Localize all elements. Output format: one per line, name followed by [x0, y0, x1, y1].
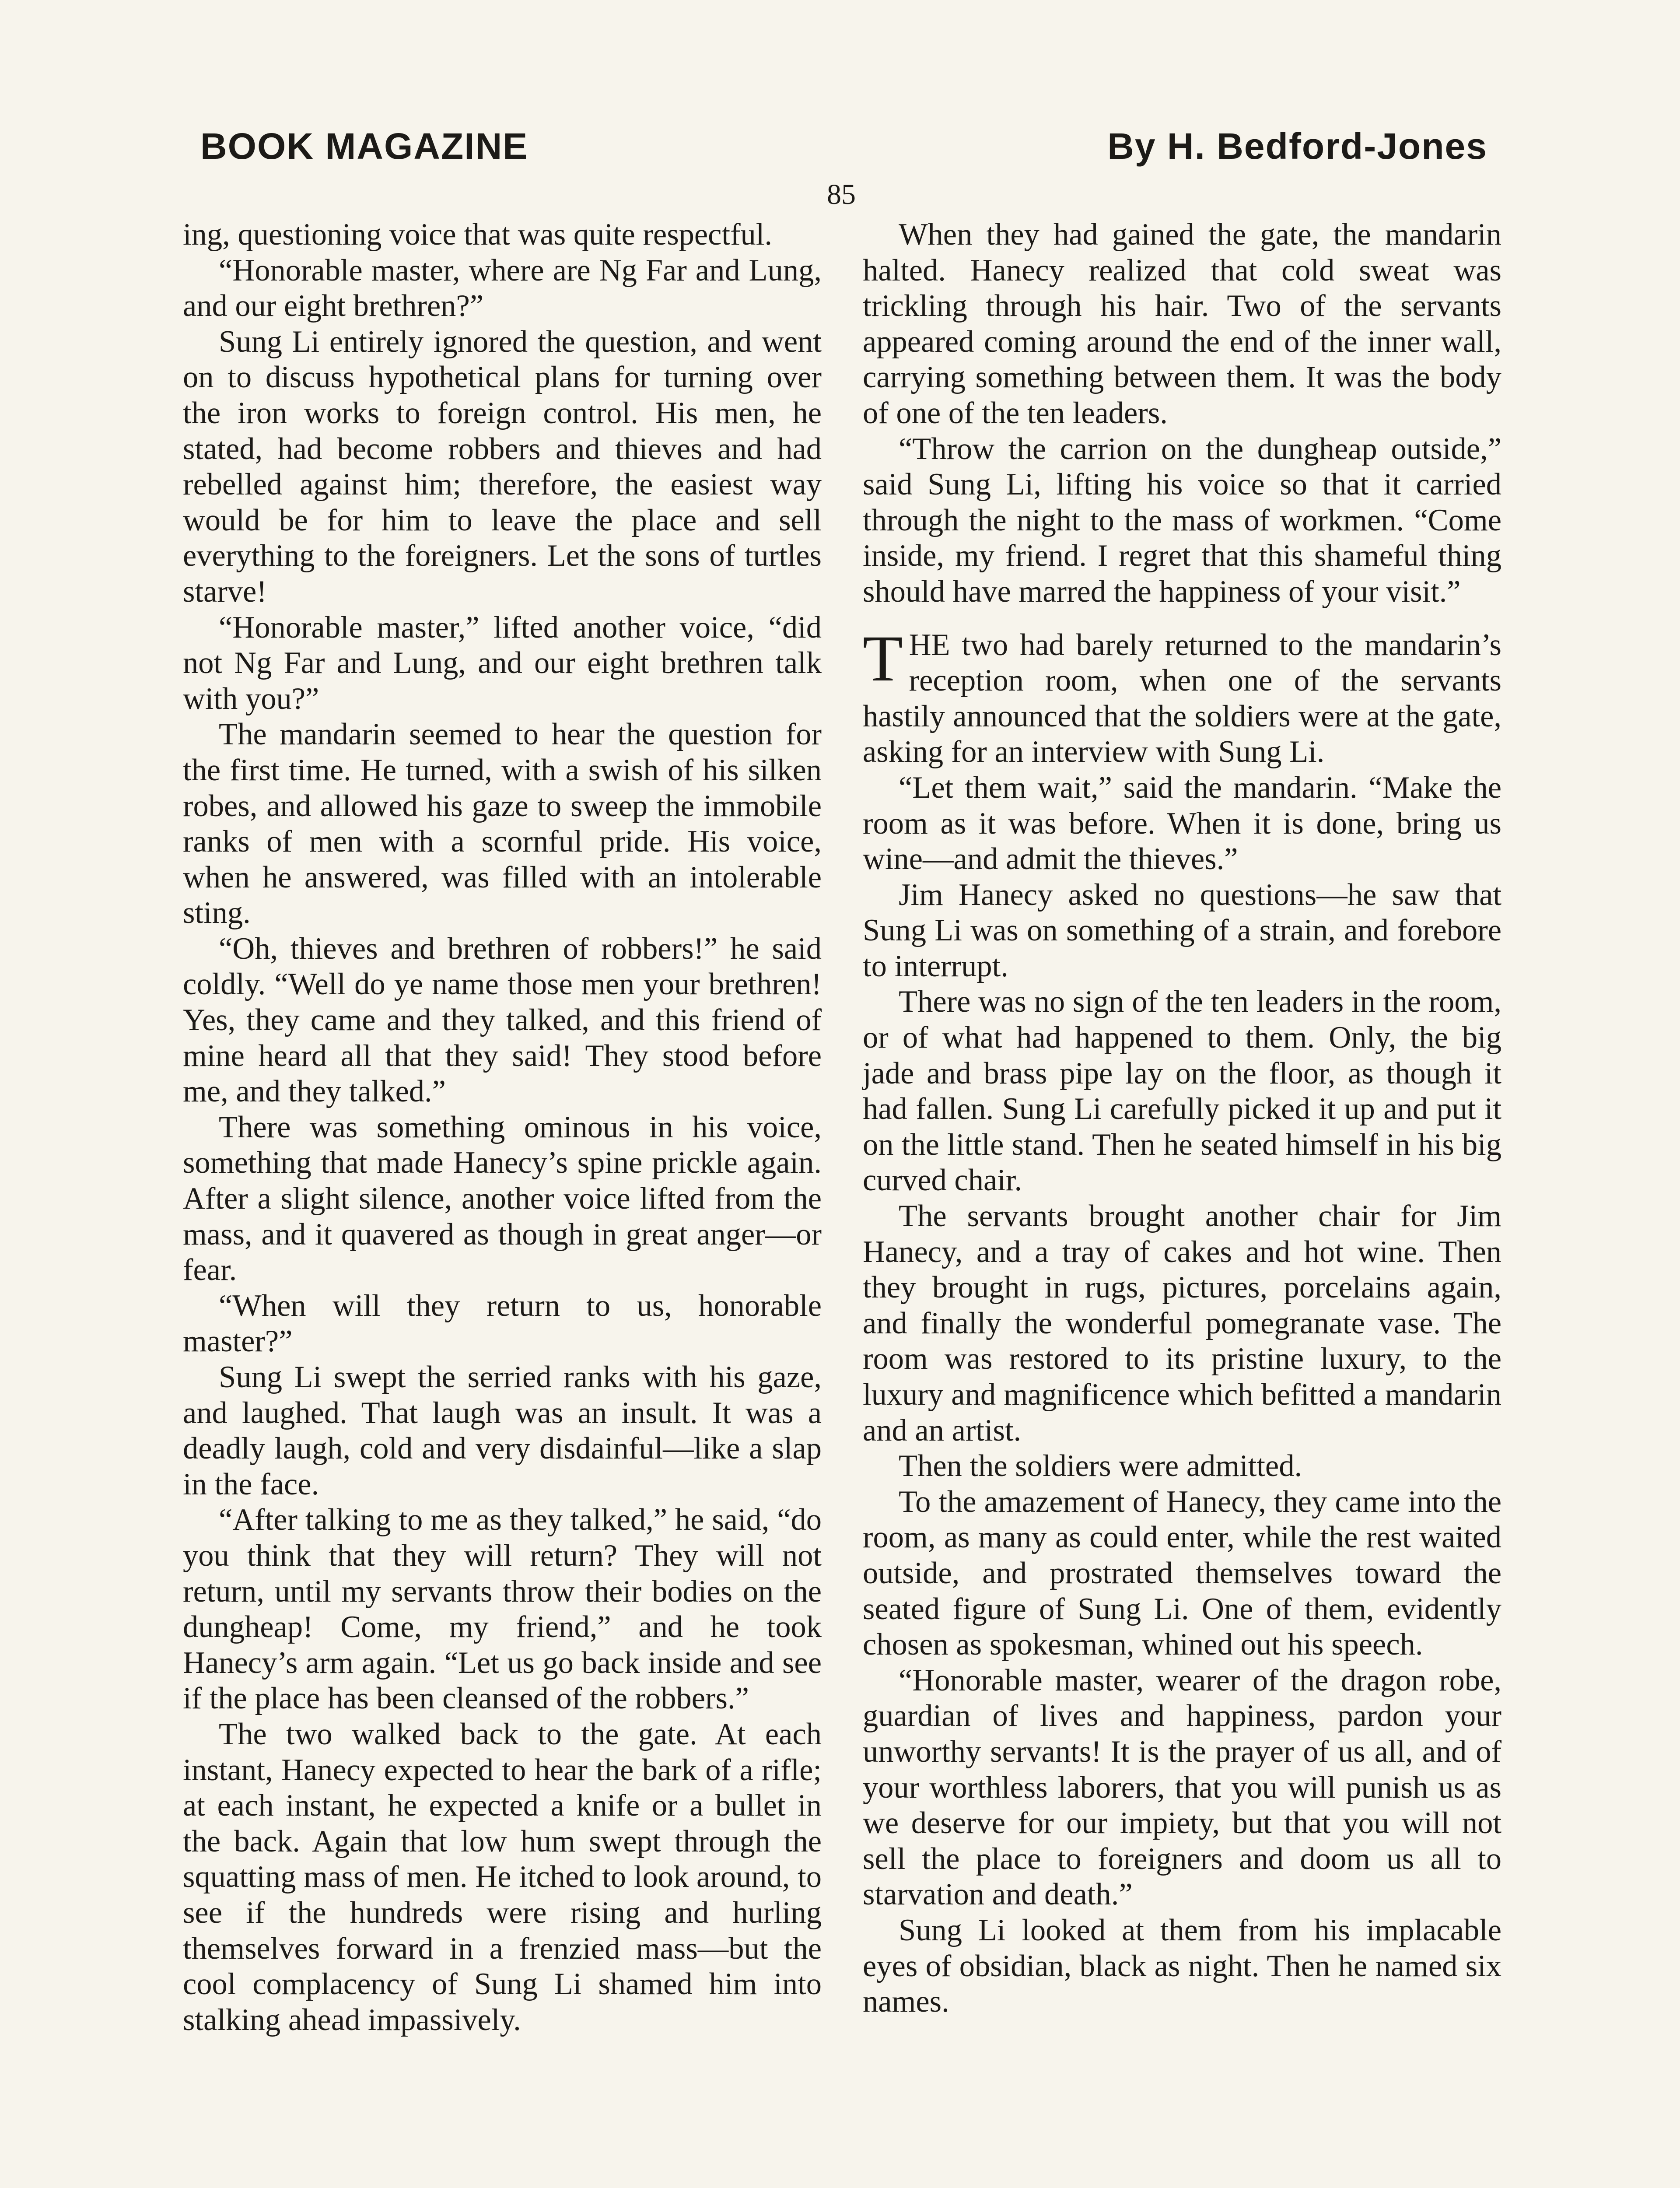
paragraph: Sung Li entirely ignored the question, and went on to discuss hypothetical plans for turning over the iron works to foreign control. His men, he stated, had become robbers and thieves and had rebelled against him; therefore, the easiest way would be for him to leave the place and sell everything to the foreigners. Let the sons of turtles starve! — [183, 324, 822, 609]
paragraph: When they had gained the gate, the mandarin halted. Hanecy realized that cold sweat was trickling through his hair. Two of the servants appeared coming around the end of the inner wall, carrying something between them. It was the body of one of the ten leaders. — [863, 217, 1502, 430]
paragraph: There was no sign of the ten leaders in the room, or of what had happened to them. Only, the big jade and brass pipe lay on the floor, as though it had fallen. Sung Li carefully picked it up and put it on the little stand. Then he seated himself in his big curved chair. — [863, 985, 1502, 1198]
paragraph: The mandarin seemed to hear the question for the first time. He turned, with a swish of his silken robes, and allowed his gaze to sweep the immobile ranks of men with a scornful pride. His voice, when he answered, was filled with an intolerable sting. — [183, 717, 822, 930]
running-header-author: By H. Bedford-Jones — [1107, 126, 1488, 167]
paragraph: “After talking to me as they talked,” he said, “do you think that they will return? They will not return, until my servants throw their bodies on the dungheap! Come, my friend,” and he took Hanecy’s arm again. “Let us go back inside and see if the place has been cleansed of the robbers.” — [183, 1503, 822, 1716]
paragraph: “When will they return to us, honorable master?” — [183, 1288, 822, 1359]
paragraph: ing, questioning voice that was quite respectful. — [183, 217, 773, 252]
paragraph: “Honorable master, where are Ng Far and Lung, and our eight brethren?” — [183, 253, 822, 323]
paragraph: “Let them wait,” said the mandarin. “Make the room as it was before. When it is done, bring us wine—and admit the thieves.” — [863, 770, 1502, 877]
section-opening-paragraph — [863, 622, 1502, 770]
paragraph: “Honorable master,” lifted another voice, “did not Ng Far and Lung, and our eight brethren talk with you?” — [183, 610, 822, 716]
paragraph: Sung Li swept the serried ranks with his gaze, and laughed. That laugh was an insult. It was a deadly laugh, cold and very disdainful—like a slap in the face. — [183, 1360, 822, 1501]
right-column — [863, 217, 1502, 2020]
running-header-magazine: BOOK MAGAZINE — [200, 126, 528, 167]
paragraph: Jim Hanecy asked no questions—he saw that Sung Li was on something of a strain, and forebore to interrupt. — [863, 877, 1502, 983]
paragraph: “Honorable master, wearer of the dragon robe, guardian of lives and happiness, pardon your unworthy servants! It is the prayer of us all, and of your worthless laborers, that you will punish us as we deserve for our impiety, but that you will not sell the place to foreigners and doom us all to starvation and death.” — [863, 1663, 1502, 1912]
drop-cap: T — [863, 622, 903, 695]
paragraph: “Throw the carrion on the dungheap outside,” said Sung Li, lifting his voice so that it carried through the night to the mass of workmen. “Come inside, my friend. I regret that this shameful thing should have marred the happiness of your visit.” — [863, 431, 1502, 609]
paragraph: There was something ominous in his voice, something that made Hanecy’s spine prickle again. After a slight silence, another voice lifted from the mass, and it quavered as though in great anger—or fear. — [183, 1110, 822, 1287]
paragraph: The two walked back to the gate. At each instant, Hanecy expected to hear the bark of a rifle; at each instant, he expected a knife or a bullet in the back. Again that low hum swept through the squatting mass of men. He itched to look around, to see if the hundreds were rising and hurling themselves forward in a frenzied mass—but the cool complacency of Sung Li shamed him into stalking ahead impassively. — [183, 1717, 822, 2037]
left-column — [183, 217, 822, 2038]
section-opening-text: HE two had barely returned to the mandarin’s reception room, when one of the servants hastily announced that the soldiers were at the gate, asking for an interview with Sung Li. — [863, 628, 1502, 769]
page-number: 85 — [827, 179, 856, 210]
paragraph: To the amazement of Hanecy, they came into the room, as many as could enter, while the rest waited outside, and prostrated themselves toward the seated figure of Sung Li. One of them, evidently chosen as spokesman, whined out his speech. — [863, 1484, 1502, 1662]
paragraph: The servants brought another chair for Jim Hanecy, and a tray of cakes and hot wine. Then they brought in rugs, pictures, porcelains again, and finally the wonderful pomegranate vase. The room was restored to its pristine luxury, to the luxury and magnificence which befitted a mandarin and an artist. — [863, 1199, 1502, 1448]
paragraph: “Oh, thieves and brethren of robbers!” he said coldly. “Well do ye name those men your brethren! Yes, they came and they talked, and this friend of mine heard all that they said! They stood before me, and they talked.” — [183, 931, 822, 1109]
paragraph: Sung Li looked at them from his implacable eyes of obsidian, black as night. Then he named six names. — [863, 1913, 1502, 2019]
paragraph: Then the soldiers were admitted. — [899, 1449, 1302, 1483]
